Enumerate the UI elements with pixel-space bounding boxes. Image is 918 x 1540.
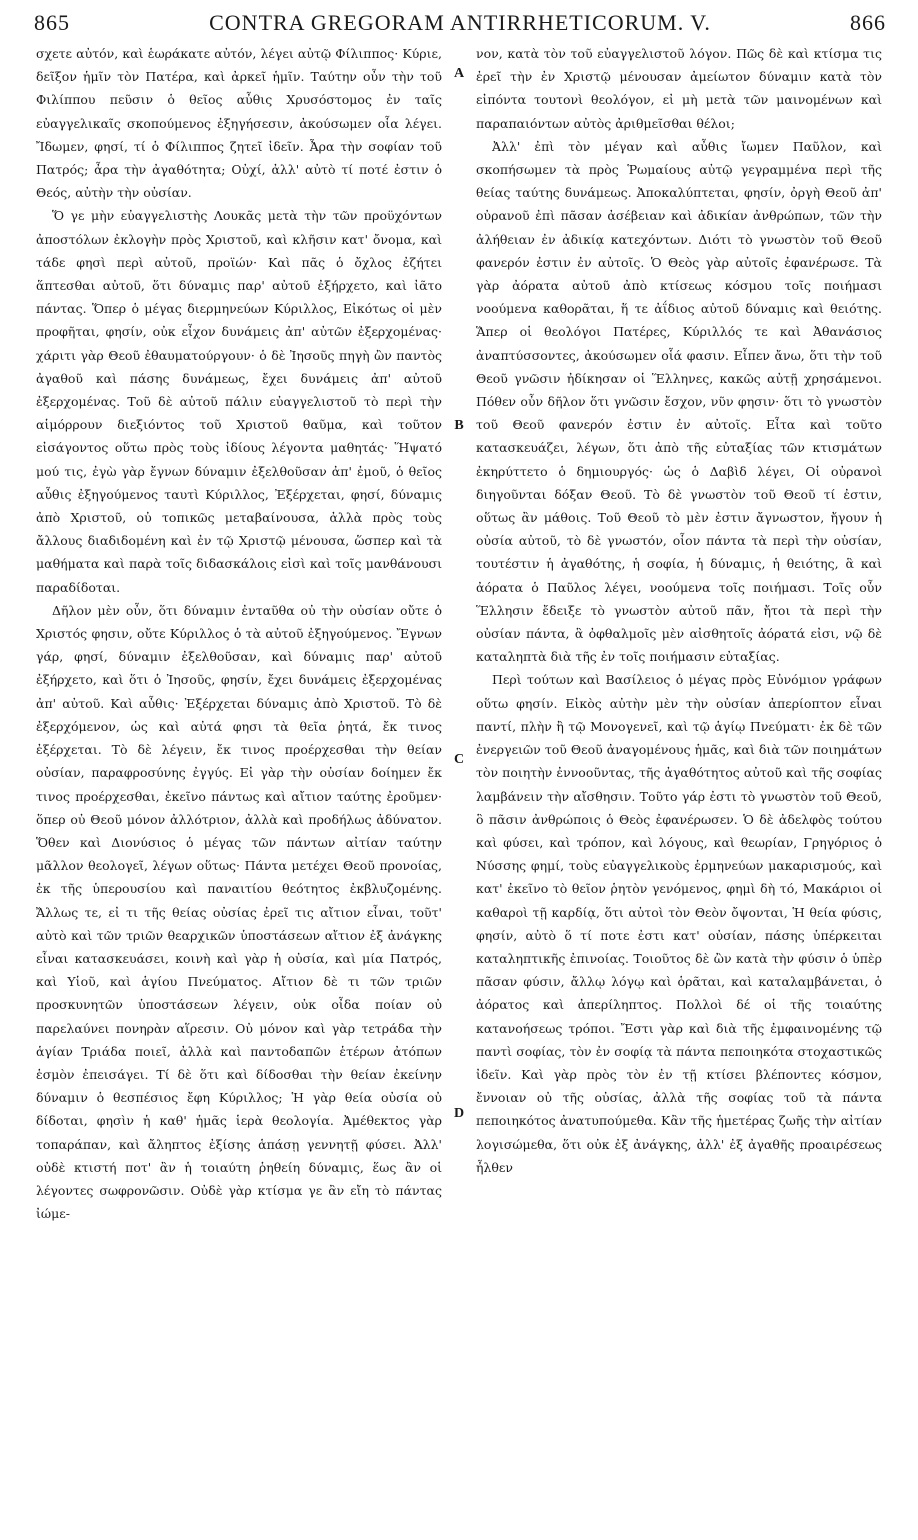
page-header	[34, 10, 886, 40]
page-number-left: 865	[34, 10, 70, 35]
page-number-right: 866	[850, 10, 886, 35]
paragraph: Ἀλλ' ἐπὶ τὸν μέγαν καὶ αὖθις ἴωμεν Παῦλον, καὶ σκοπήσωμεν τὰ πρὸς Ῥωμαίους αὐτῷ γεγραμμένα περὶ τῆς θείας ταύτης δυνάμεως. Ἀποκαλύπτεται, φησίν, ὀργὴ Θεοῦ ἀπ' οὐρανοῦ ἐπὶ πᾶσαν ἀσέβειαν καὶ ἀδικίαν ἀνθρώπων, τῶν τὴν ἀλήθειαν ἐν ἀδικίᾳ κατεχόντων. Διότι τὸ γνωστὸν τοῦ Θεοῦ φανερόν ἐστιν ἐν αὐτοῖς. Ὁ Θεὸς γὰρ αὐτοῖς ἐφανέρωσε. Τὰ γὰρ ἀόρατα αὐτοῦ ἀπὸ κτίσεως κόσμου τοῖς ποιήμασι νοούμενα καθορᾶται, ἥ τε ἀΐδιος αὐτοῦ δύναμις καὶ θειότης. Ἅπερ οἱ θεολόγοι Πατέρες, Κύριλλός τε καὶ Ἀθανάσιος ἀναπτύσσοντες, ἀκούσωμεν οἷά φασιν. Εἶπεν ἄνω, ὅτι τὴν τοῦ Θεοῦ γνῶσιν ἠδίκησαν οἱ Ἕλληνες, κακῶς αὐτῇ χρησάμενοι. Πόθεν οὖν δῆλον ὅτι γνῶσιν ἔσχον, νῦν φησιν· ὅτι τὸ γνωστὸν τοῦ Θεοῦ φανερόν ἐστιν ἐν αὐτοῖς. Εἶτα καὶ τοῦτο κατασκευάζει, λέγων, ὅτι ἀπὸ τῆς εὐταξίας τῶν κτισμάτων ἐκηρύττετο ὁ δημιουργός· ὡς ὁ Δαβὶδ λέγει, Οἱ οὐρανοὶ διηγοῦνται δόξαν Θεοῦ. Τὸ δὲ γνωστὸν τοῦ Θεοῦ τί ἐστιν, οὕτως ἂν μάθοις. Τοῦ Θεοῦ τὸ μὲν ἐστιν ἄγνωστον, ἤγουν ἡ οὐσία αὐτοῦ, τὸ δὲ γνωστόν, οἷον πάντα τὰ περὶ τὴν οὐσίαν, τουτέστιν ἡ ἀγαθότης, ἡ σοφία, ἡ δύναμις, ἡ θειότης, ἃ καὶ ἀόρατα ὁ Παῦλος λέγει, νοούμενα τοῖς ποιήμασι. Τοῖς οὖν Ἕλλησιν ἔδειξε τὸ γνωστὸν αὐτοῦ πᾶν, ἤτοι τὰ περὶ τὴν οὐσίαν πάντα, ἃ ὀφθαλμοῖς μὲν αἰσθητοῖς ἀόρατά εἰσι, νῷ δὲ καταληπτὰ διὰ τῆς ἐν τοῖς ποιήμασιν εὐταξίας.	[476, 138, 882, 665]
margin-letter-c: C	[453, 752, 465, 767]
right-column	[476, 42, 882, 1532]
running-title: CONTRA GREGORAM ANTIRRHETICORUM. V.	[209, 10, 711, 35]
paragraph: Δῆλον μὲν οὖν, ὅτι δύναμιν ἐνταῦθα οὐ τὴν οὐσίαν οὔτε ὁ Χριστός φησιν, οὔτε Κύριλλος ὁ τὰ αὐτοῦ ἐξηγούμενος. Ἔγνων γάρ, φησί, δύναμιν ἐξελθοῦσαν, καὶ δύναμις παρ' αὐτοῦ ἐξήρχετο, καὶ ὅτι ὁ Ἰησοῦς, φησίν, ἔχει δυνάμεις ἐξερχομένας ἀπ' αὐτοῦ. Καὶ αὖθις· Ἐξέρχεται δύναμις ἀπὸ Χριστοῦ. Τὸ δὲ ἐξερχόμενον, ὡς καὶ αὐτά φησι τὰ θεῖα ῥητά, ἔκ τινος ἐξέρχεται. Τὸ δὲ λέγειν, ἔκ τινος προέρχεσθαι τὴν θείαν οὐσίαν, παραφροσύνης ἐγγύς. Εἰ γὰρ τὴν οὐσίαν δοίημεν ἔκ τινος προέρχεσθαι, ἐκεῖνο πάντως καὶ αἴτιον ταύτης ἐροῦμεν· ὅπερ οὐ Θεοῦ μόνον ἀλλότριον, ἀλλὰ καὶ προδήλως ἀδύνατον. Ὅθεν καὶ Διονύσιος ὁ μέγας τῶν πάντων αἰτίαν ταύτην μᾶλλον θεολογεῖ, λέγων οὕτως· Πάντα μετέχει Θεοῦ προνοίας, ἐκ τῆς ὑπερουσίου καὶ παναιτίου θεότητος ἐκβλυζομένης. Ἄλλως τε, εἰ τι τῆς θείας οὐσίας ἐρεῖ τις αἴτιον εἶναι, τοῦτ' αὐτὸ καὶ τῶν τριῶν θεαρχικῶν ὑποστάσεων αἴτιον ἐξ ἀνάγκης εἶναι κατασκευάσει, κοινὴ καὶ γὰρ ἡ οὐσία, καὶ μία Πατρός, καὶ Υἱοῦ, καὶ ἁγίου Πνεύματος. Αἴτιον δὲ τι τῶν τριῶν προσκυνητῶν ὑποστάσεων λέγειν, οὐκ οἶδα ποίαν οὐ παρελαύνει πονηρὰν αἵρεσιν. Οὐ μόνον καὶ γὰρ τετράδα τὴν ἁγίαν Τριάδα ποιεῖ, ἀλλὰ καὶ παντοδαπῶν ἑτέρων ἀτόπων ἑσμὸν ἐπεισάγει. Τί δὲ ὅτι καὶ δίδοσθαι τὴν θείαν ἐκείνην δύναμιν ὁ θεσπέσιος ἔφη Κύριλλος; Ἡ γὰρ θεία οὐσία οὐ δίδοται, φησὶν ἡ καθ' ἡμᾶς ἱερὰ θεολογία. Ἀμέθεκτος γὰρ τοπαράπαν, καὶ ἄληπτος ἐξίσης ἁπάσῃ γεννητῇ φύσει. Ἀλλ' οὐδὲ κτιστή ποτ' ἂν ἡ τοιαύτη ῥηθείη δύναμις, ἕως ἂν οἱ λέγοντες σωφρονῶσιν. Οὐδὲ γὰρ κτίσμα γε ἂν εἴη τὸ πάντας ἰώμε-	[36, 602, 442, 1222]
paragraph: Περὶ τούτων καὶ Βασίλειος ὁ μέγας πρὸς Εὐνόμιον γράφων οὕτω φησίν. Εἰκὸς αὐτὴν μὲν τὴν οὐσίαν ἀπερίοπτον εἶναι παντί, πλὴν ἢ τῷ Μονογενεῖ, καὶ τῷ ἁγίῳ Πνεύματι· ἐκ δὲ τῶν ἐνεργειῶν τοῦ Θεοῦ ἀναγομένους ἡμᾶς, καὶ διὰ τῶν ποιημάτων τὸν ποιητὴν ἐννοοῦντας, τῆς ἀγαθότητος αὐτοῦ καὶ τῆς σοφίας λαμβάνειν τὴν αἴσθησιν. Τοῦτο γάρ ἐστι τὸ γνωστὸν τοῦ Θεοῦ, ὃ πᾶσιν ἀνθρώποις ὁ Θεὸς ἐφανέρωσεν. Ὁ δὲ ἀδελφὸς τούτου καὶ φύσει, καὶ τρόπον, καὶ λόγους, καὶ θεωρίαν, Γρηγόριος ὁ Νύσσης φημί, τοὺς εὐαγγελικοὺς ἑρμηνεύων μακαρισμούς, καὶ κατ' ἐκεῖνο τὸ θεῖον ῥητὸν γενόμενος, φημὶ δὴ τό, Μακάριοι οἱ καθαροὶ τῇ καρδίᾳ, ὅτι αὐτοὶ τὸν Θεὸν ὄψονται, Ἡ θεία φύσις, φησίν, αὐτὸ ὅ τί ποτε ἐστι κατ' οὐσίαν, πάσης ὑπέρκειται καταληπτικῆς ἐπινοίας. Τοιοῦτος δὲ ὢν κατὰ τὴν φύσιν ὁ ὑπὲρ πᾶσαν φύσιν, ἄλλῳ λόγῳ καὶ ὁρᾶται, καὶ καταλαμβάνεται, ὁ ἀόρατος καὶ ἀπερίληπτος. Πολλοὶ δέ οἱ τῆς τοιαύτης κατανοήσεως τρόποι. Ἔστι γὰρ καὶ διὰ τῆς ἐμφαινομένης τῷ παντὶ σοφίας, τὸν ἐν σοφίᾳ τὰ πάντα πεποιηκότα στοχαστικῶς ἰδεῖν. Καὶ γὰρ πρὸς τὸν ἐν τῇ κτίσει βλέποντες κόσμον, ἔννοιαν οὐ τῆς οὐσίας, ἀλλὰ τῆς σοφίας τοῦ τὰ πάντα πεποιηκότος ἀνατυπούμεθα. Κἂν τῆς ἡμετέρας ζωῆς τὴν αἰτίαν λογισώμεθα, ὅτι οὐκ ἐξ ἀνάγκης, ἀλλ' ἐξ ἀγαθῆς προαιρέσεως ἦλθεν	[476, 672, 882, 1175]
paragraph: σχετε αὐτόν, καὶ ἑωράκατε αὐτόν, λέγει αὐτῷ Φίλιππος· Κύριε, δεῖξον ἡμῖν τὸν Πατέρα, καὶ ἀρκεῖ ἡμῖν. Ταύτην οὖν τὴν τοῦ Φιλίππου πεῦσιν ὁ θεῖος αὖθις Χρυσόστομος ἐν ταῖς εὐαγγελικαῖς σκοπούμενος ἐξηγήσεσιν, ἀκούσωμεν οἷα λέγει. Ἴδωμεν, φησί, τί ὁ Φίλιππος ζητεῖ ἰδεῖν. Ἆρα τὴν σοφίαν τοῦ Πατρός; ἆρα τὴν ἀγαθότητα; Οὐχί, ἀλλ' αὐτὸ τί ποτέ ἐστιν ὁ Θεός, αὐτὴν τὴν οὐσίαν.	[36, 46, 442, 201]
paragraph: νον, κατὰ τὸν τοῦ εὐαγγελιστοῦ λόγον. Πῶς δὲ καὶ κτίσμα τις ἐρεῖ τὴν ἐν Χριστῷ μένουσαν ἀμείωτον δύναμιν κατὰ τὸν εἰπόντα τουτονὶ θεολόγον, εἰ μὴ μετὰ τῶν μαινομένων καὶ παραπαιόντων αὐτὸς ἀριθμεῖσθαι θέλοι;	[476, 46, 882, 131]
left-column	[36, 42, 442, 1532]
margin-letter-d: D	[453, 1106, 465, 1121]
margin-letter-b: B	[454, 418, 464, 433]
paragraph: Ὅ γε μὴν εὐαγγελιστὴς Λουκᾶς μετὰ τὴν τῶν προϋχόντων ἀποστόλων ἐκλογὴν πρὸς Χριστοῦ, καὶ κλῆσιν κατ' ὄνομα, καὶ τάδε φησὶ περὶ αὐτοῦ, προϊών· Καὶ πᾶς ὁ ὄχλος ἐζήτει ἅπτεσθαι αὐτοῦ, ὅτι δύναμις παρ' αὐτοῦ ἐξήρχετο, καὶ ἰᾶτο πάντας. Ὅπερ ὁ μέγας διερμηνεύων Κύριλλος, Εἰκότως οἱ μὲν προφῆται, φησίν, οὐκ εἶχον δυνάμεις ἀπ' αὐτῶν ἐξερχομένας· χάριτι γὰρ Θεοῦ ἐθαυματούργουν· ὁ δὲ Ἰησοῦς πηγὴ ὢν παντὸς ἀγαθοῦ καὶ πάσης δυνάμεως, ἔχει δυνάμεις ἀπ' αὐτοῦ ἐξερχομένας. Τοῦ δὲ αὐτοῦ πάλιν εὐαγγελιστοῦ τὸ περὶ τὴν αἱμόρρουν διεξιόντος τοῦ Χριστοῦ θαῦμα, καὶ τοῦτον εἰσάγοντος οὕτω πρὸς τοὺς ἰδίους λέγοντα μαθητάς· Ἥψατό μού τις, ἐγὼ γὰρ ἔγνων δύναμιν ἐξελθοῦσαν ἀπ' ἐμοῦ, ὁ θεῖος αὖθις ἐξηγούμενος ταυτὶ Κύριλλος, Ἐξέρχεται, φησί, δύναμις ἀπὸ Χριστοῦ, οὐ τοπικῶς μεταβαίνουσα, ἀλλὰ πρὸς τοὺς ἄλλους διαδιδομένη καὶ ἐν τῷ Χριστῷ μένουσα, ὥσπερ καὶ τὰ μαθήματα καὶ παρὰ τοῖς διδασκάλοις εἰσὶ καὶ τοῖς μανθάνουσι παραδίδοται.	[36, 208, 442, 595]
margin-letter-a: A	[453, 66, 465, 81]
